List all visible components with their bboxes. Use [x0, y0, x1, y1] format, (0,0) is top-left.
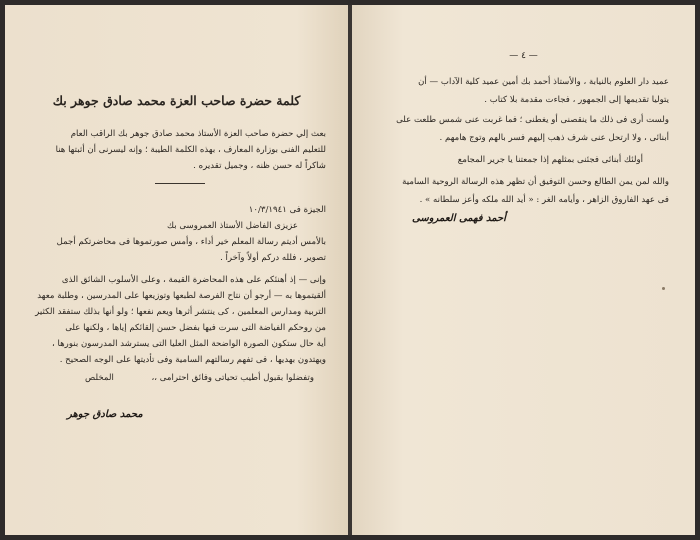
section-divider: [155, 183, 205, 184]
page-number: — ٤ —: [509, 51, 538, 61]
letter-closing: وتفضلوا بقبول أطيب تحياتى وفائق احترامى ،،: [151, 373, 314, 383]
signature: أحمد فهمى العمروسى: [412, 213, 506, 224]
right-page: [352, 5, 695, 535]
letter-line: ويهتدون بهديها ، فى تفهم رسالتهم السامية وفى تأديتها على الوجه الصحيح .: [59, 355, 326, 365]
body-line: والله لمن يمن الطالع وحسن التوفيق أن تظهر هذه الرسالة الروحية السامية: [402, 177, 669, 187]
letter-line: بالأمس أديتم رسالة المعلم خير أداء ، وأمس صورتموها فى محاضرتكم أجمل: [56, 237, 326, 247]
body-line: فى عهد الفاروق الزاهر ، وأيامه الغر : « أيد الله ملكه وأعز سلطانه » .: [419, 195, 669, 205]
body-line: أبنائى ، ولا ارتحل عنى شرف ذهب إليهم فسر بالهم وتوج هامهم .: [439, 133, 669, 143]
body-line: ولست أرى فى ذلك ما ينقصنى أو يغطنى ؛ فما غربت عنى شمس طلعت على: [396, 115, 669, 125]
letter-line: من روحكم الفياضة التى سرت فيها بفضل حسن إلقائكم إياها ، ولكنها على: [65, 323, 326, 333]
signature: محمد صادق جوهر: [67, 409, 143, 420]
body-line: يتوليا تقديمها إلى الجمهور ، فجاءت مقدمة بلا كتاب .: [484, 95, 669, 105]
book-spread: [5, 5, 695, 535]
verse-line: أولئك أبنائى فجئنى بمثلهم إذا جمعتنا يا جرير المجامع: [457, 155, 643, 165]
left-page: [5, 5, 348, 535]
intro-line: بعث إلي حضرة صاحب العزة الأستاذ محمد صادق جوهر بك الراقب العام: [70, 129, 326, 139]
closing-label: المخلص: [85, 373, 114, 383]
letter-line: أية حال ستكون الصورة الواضحة المثل العليا التى يسترشد المدرسون بنورها ،: [52, 339, 326, 349]
intro-line: للتعليم الفنى بوزارة المعارف ، بهذه الكلمة الطيبة ؛ وإنه ليسرنى أن أثبتها هنا: [55, 145, 326, 155]
letter-salutation: عزيزى الفاضل الأستاذ العمروسى بك: [167, 221, 298, 231]
intro-line: شاكراً له حسن ظنه ، وجميل تقديره .: [193, 161, 326, 171]
paper-blemish: [662, 287, 665, 290]
page-title: كلمة حضرة صاحب العزة محمد صادق جوهر بك: [52, 93, 301, 108]
letter-line: وإنى — إذ أهنئكم على هذه المحاضرة القيمة ، وعلى الأسلوب الشائق الذى: [61, 275, 326, 285]
letter-date: الجيزة فى ١٠/٣/١٩٤١: [248, 205, 326, 215]
letter-line: تصوير ، فلله دركم أولاً وآخراً .: [220, 253, 326, 263]
letter-line: التربية ومدارس المعلمين ، كى ينتشر أثرها ويعم نفعها ؛ ولو أنها بذلك ستفقد الكثير: [35, 307, 326, 317]
letter-line: ألقيتموها به — أرجو أن نتاح الفرصة لطبعها وتوزيعها على المدرسين ، وطلبة معهد: [37, 291, 326, 301]
body-line: عميد دار العلوم بالنيابة ، والأستاذ أحمد بك أمين عميد كلية الآداب — أن: [418, 77, 669, 87]
